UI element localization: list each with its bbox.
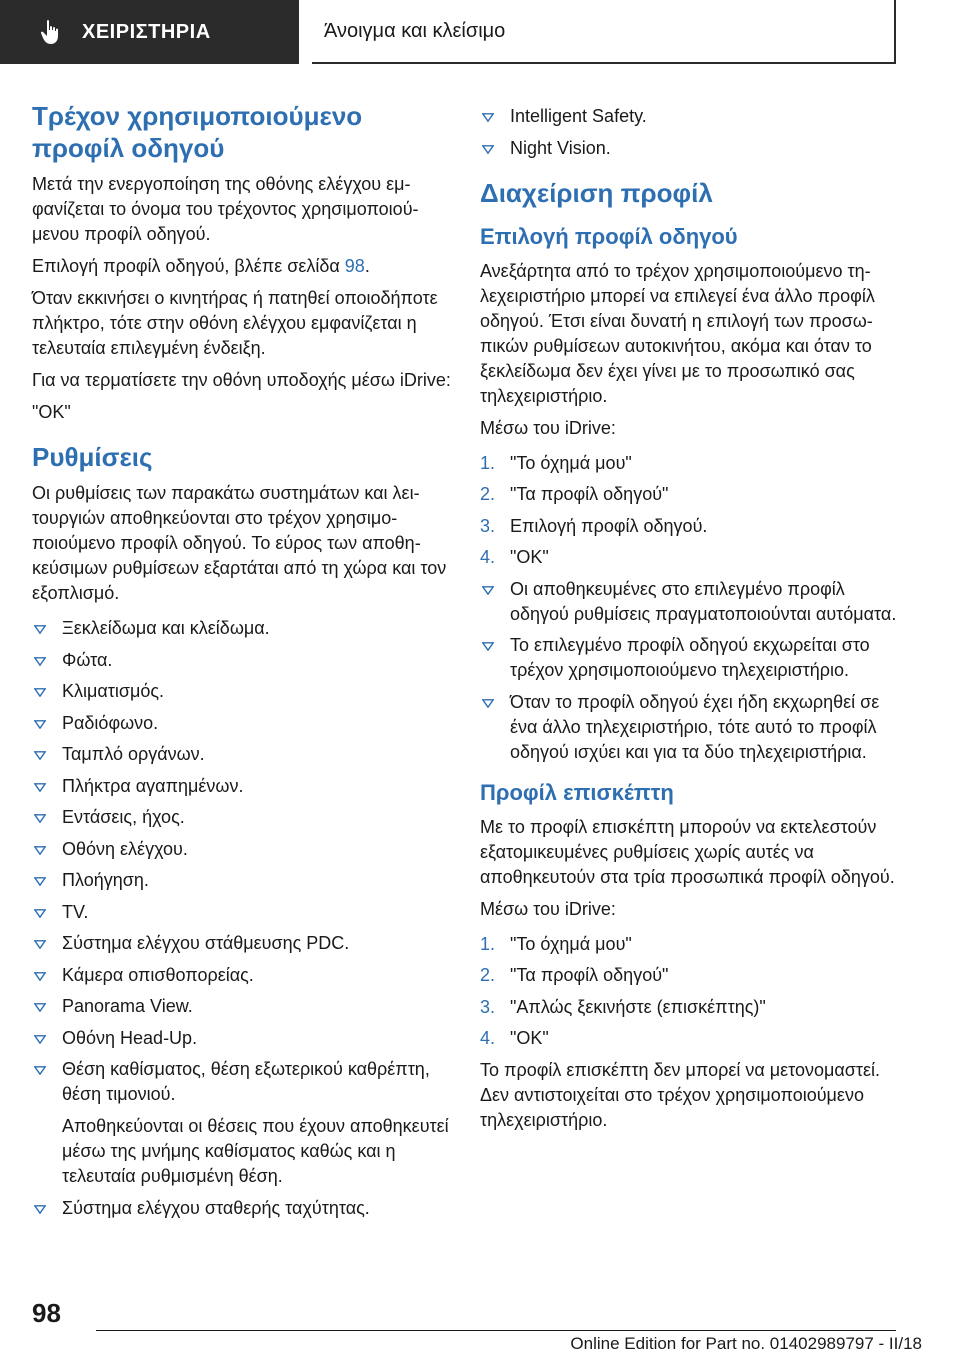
list-item: Όταν το προφίλ οδηγού έχει ήδη εκχωρηθεί σε ένα άλλο τηλεχειριστήριο, τότε αυτό το προφίλ οδηγού ισχύει και για τα δύο τηλεχειριστήρια. [480,690,900,765]
step-item: 1. "Το όχημά μου" [480,452,632,473]
paragraph: Μέσω του iDrive: [480,898,616,919]
list-item: Κάμερα οπισθοπορείας. [32,963,456,988]
edition-footer: Online Edition for Part no. 01402989797 - II/18 [570,1334,922,1353]
triangle-bullet-icon [34,1035,46,1044]
triangle-bullet-icon [34,657,46,666]
heading-current-profile: Τρέχον χρησιμοποιούμενο προφίλ οδηγού [32,101,363,163]
list-item: Σύστημα ελέγχου σταθερής ταχύτητας. [32,1196,456,1221]
heading-guest-profile: Προφίλ επισκέπτη [480,779,674,805]
list-item: Intelligent Safety. [480,104,900,129]
list-item: Οθόνη Head-Up. [32,1026,456,1051]
paragraph: Όταν εκκινήσει ο κινητήρας ή πατηθεί οποιοδήποτε πλήκτρο, τότε στην οθόνη ελέγχου εμφανίζεται η τελευταία επιλεγμένη ένδειξη. [32,288,438,358]
triangle-bullet-icon [34,972,46,981]
list-item: Ραδιόφωνο. [32,711,456,736]
settings-list [32,616,456,1107]
step-item: 2. "Τα προφίλ οδηγού" [480,965,669,985]
seat-memory-note: Αποθηκεύονται οι θέσεις που έχουν αποθηκευτεί μέσω της μνήμης καθίσματος καθώς και η τελευταία ρυθμισμένη θέση. [62,1115,449,1186]
triangle-bullet-icon [482,642,494,651]
triangle-bullet-icon [34,688,46,697]
list-item: Night Vision. [480,136,900,161]
triangle-bullet-icon [34,720,46,729]
paragraph: Με το προφίλ επισκέπτη μπορούν να εκτελεστούν εξατομικευμένες ρυθμίσεις χωρίς αυτές να αποθηκευτούν στα τρία προσωπικά προφίλ οδηγού. [480,816,895,887]
hand-pointer-icon [40,19,62,45]
step-item: 3. Επιλογή προφίλ οδηγού. [480,515,708,536]
section-title: Άνοιγμα και κλείσιμο [324,19,506,42]
triangle-bullet-icon [34,814,46,823]
triangle-bullet-icon [482,145,494,154]
paragraph: Για να τερματίσετε την οθόνη υποδοχής μέσω iDrive: [32,370,451,390]
list-item: Πλήκτρα αγαπημένων. [32,774,456,799]
list-item: TV. [32,900,456,925]
triangle-bullet-icon [34,625,46,634]
list-item: Κλιματισμός. [32,679,456,704]
paragraph: Οι ρυθμίσεις των παρακάτω συστημάτων και λειτουργιών αποθηκεύονται στο τρέχον χρησιμοποιούμενο προφίλ οδηγού. Το εύρος των αποθηκεύσιμων ρυθμίσεων εξαρτάται από τη χώρα και τον εξοπλισμό. [32,483,447,603]
triangle-bullet-icon [34,846,46,855]
step-item: 3. "Απλώς ξεκινήστε (επισκέπτης)" [480,996,766,1017]
settings-list-continued [32,1196,456,1221]
heading-profile-management: Διαχείριση προφίλ [480,177,713,208]
list-item: Το επιλεγμένο προφίλ οδηγού εκχωρείται στο τρέχον χρησιμοποιούμενο τηλεχειριστήριο. [480,633,900,683]
triangle-bullet-icon [34,877,46,886]
header-tab [0,0,299,64]
right-column [480,100,900,1140]
triangle-bullet-icon [482,113,494,122]
notes-select-profile [480,577,900,765]
paragraph: Μετά την ενεργοποίηση της οθόνης ελέγχου εμφανίζεται το όνομα του τρέχοντος χρησιμοποιούμενου προφίλ οδηγού. [32,174,419,244]
triangle-bullet-icon [34,1003,46,1012]
step-item: 2. "Τα προφίλ οδηγού" [480,484,669,504]
triangle-bullet-icon [34,909,46,918]
triangle-bullet-icon [482,699,494,708]
step-item: 4. "OK" [480,1028,549,1048]
list-item: Οι αποθηκευμένες στο επιλεγμένο προφίλ οδηγού ρυθμίσεις πραγματοποιούνται αυτόματα. [480,577,900,627]
triangle-bullet-icon [34,751,46,760]
chapter-label: ΧΕΙΡΙΣΤΗΡΙΑ [82,20,211,43]
triangle-bullet-icon [482,586,494,595]
paragraph: Το προφίλ επισκέπτη δεν μπορεί να μετονομαστεί. Δεν αντιστοιχείται στο τρέχον χρησιμοποιούμενο τηλεχειριστήριο. [480,1059,881,1130]
page-number: 98 [32,1298,61,1328]
triangle-bullet-icon [34,1205,46,1214]
heading-settings: Ρυθμίσεις [32,442,153,472]
settings-list-continued [480,104,900,161]
step-item: 1. "Το όχημά μου" [480,933,632,954]
section-header [312,0,896,64]
list-item: Σύστημα ελέγχου στάθμευσης PDC. [32,931,456,956]
list-item: Φώτα. [32,648,456,673]
left-column [32,100,456,1227]
heading-select-profile: Επιλογή προφίλ οδηγού [480,223,738,249]
paragraph: "OK" [32,402,71,422]
paragraph: Ανεξάρτητα από το τρέχον χρησιμοποιούμενο τηλεχειριστήριο μπορεί να επιλεγεί ένα άλλο προφίλ οδηγού. Έτσι είναι δυνατή η επιλογή των προσωπικών ρυθμίσεων αυτοκινήτου, ακόμα και όταν το ξεκλείδωμα δεν έχει γίνει με το προσωπικό σας τηλεχειριστήριο. [480,260,875,406]
list-item: Πλοήγηση. [32,868,456,893]
list-item: Οθόνη ελέγχου. [32,837,456,862]
list-item: Ταμπλό οργάνων. [32,742,456,767]
list-item: Εντάσεις, ήχος. [32,805,456,830]
triangle-bullet-icon [34,1066,46,1075]
paragraph-page-reference: Επιλογή προφίλ οδηγού, βλέπε σελίδα 98. [32,256,370,276]
page-link[interactable]: 98 [344,256,365,276]
triangle-bullet-icon [34,940,46,949]
list-item: Panorama View. [32,994,456,1019]
triangle-bullet-icon [34,783,46,792]
step-item: 4. "OK" [480,547,549,567]
footer-divider [96,1330,896,1331]
steps-select-profile [480,451,900,571]
steps-guest-profile [480,932,900,1052]
list-item: Θέση καθίσματος, θέση εξωτερικού καθρέπτη, θέση τιμονιού. [32,1057,456,1107]
list-item: Ξεκλείδωμα και κλείδωμα. [32,616,456,641]
paragraph: Μέσω του iDrive: [480,417,616,438]
